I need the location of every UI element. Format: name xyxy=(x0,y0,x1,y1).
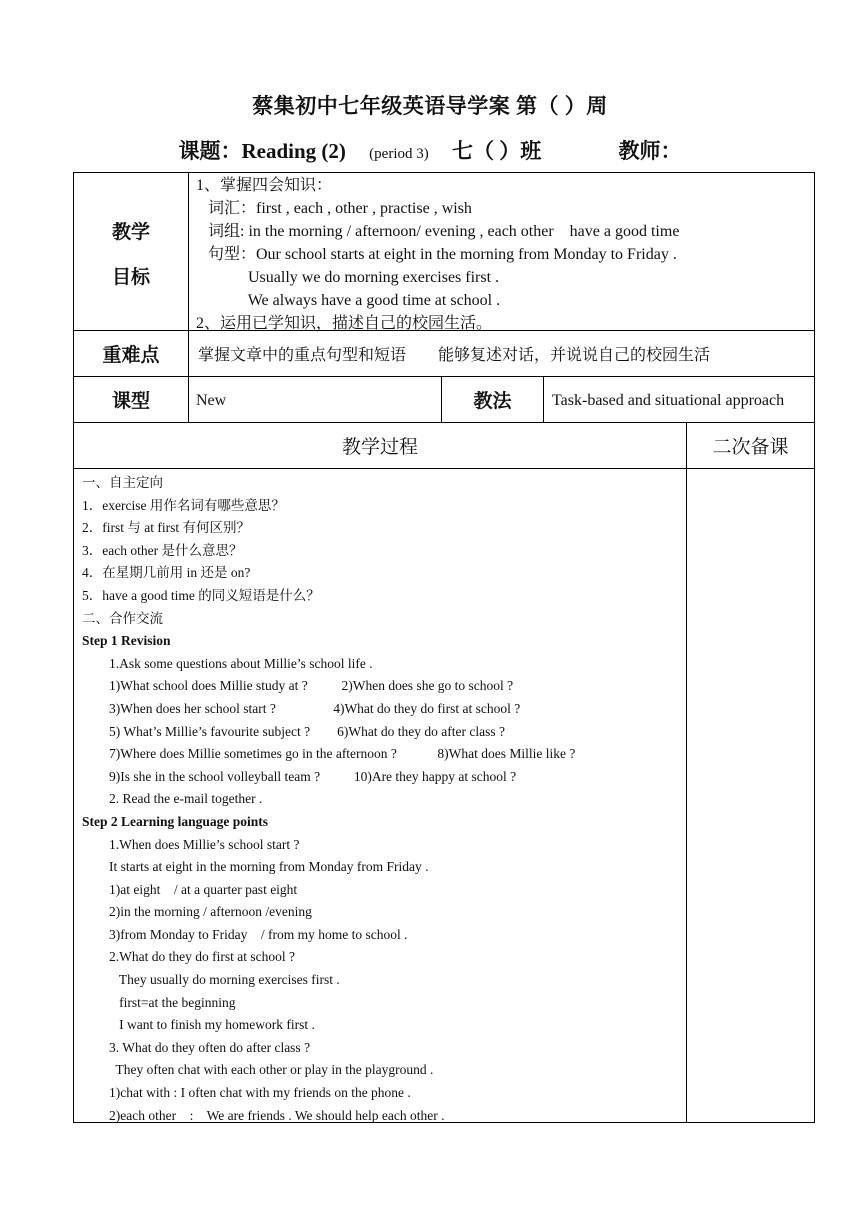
process-line: 1.Ask some questions about Millie’s school life . xyxy=(82,655,373,671)
table-rule xyxy=(543,376,544,422)
process-line: 3)from Monday to Friday / from my home to school . xyxy=(82,926,408,942)
process-line: 1)chat with : I often chat with my friends on the phone . xyxy=(82,1085,411,1101)
teaching-method-label: 教法 xyxy=(473,390,512,412)
teaching-method-value: Task-based and situational approach xyxy=(552,392,785,409)
process-line: 5．have a good time 的同义短语是什么？ xyxy=(82,587,320,603)
objective-line: Usually we do morning exercises first . xyxy=(196,269,500,286)
process-line: 1)at eight / at a quarter past eight xyxy=(82,881,298,897)
process-content xyxy=(82,472,682,1127)
objective-line: 词组: in the morning / afternoon/ evening , each other have a good time xyxy=(196,223,680,240)
process-line: 2．first 与 at first 有何区别？ xyxy=(82,520,250,536)
process-header: 教学过程 xyxy=(341,436,418,458)
process-line: 1)What school does Millie study at ? 2)When does she go to school ? xyxy=(82,678,514,694)
table-rule xyxy=(73,468,815,469)
objective-line: 1、掌握四会知识： xyxy=(196,177,333,194)
lesson-period: (period 3) xyxy=(369,146,429,162)
class-field: 七（ ）班 xyxy=(451,139,542,163)
process-line: 2)in the morning / afternoon /evening xyxy=(82,904,312,920)
process-line: 2. Read the e-mail together . xyxy=(82,791,263,807)
lesson-topic: 课题：Reading (2) xyxy=(178,139,346,163)
process-line: 1．exercise 用作名词有哪些意思？ xyxy=(82,497,285,513)
objectives-label-line: 目标 xyxy=(111,266,150,288)
table-rule xyxy=(188,172,189,422)
process-line: first=at the beginning xyxy=(82,994,236,1010)
process-line: 7)Where does Millie sometimes go in the afternoon ? 8)What does Millie like ? xyxy=(82,746,576,762)
revision-notes-header: 二次备课 xyxy=(712,436,789,458)
process-line: 5) What’s Millie’s favourite subject ? 6)What do they do after class ? xyxy=(82,723,506,739)
process-step-heading: Step 1 Revision xyxy=(82,633,171,649)
lesson-subtitle xyxy=(0,135,860,165)
key-points-label: 重难点 xyxy=(102,344,160,366)
objectives-label xyxy=(74,210,188,300)
process-step-heading: Step 2 Learning language points xyxy=(82,813,269,829)
objective-line: 2、运用已学知识，描述自己的校园生活。 xyxy=(196,315,493,332)
process-line: 3．each other 是什么意思？ xyxy=(82,542,243,558)
table-rule xyxy=(73,172,815,173)
process-line: 9)Is she in the school volleyball team ? 10)Are they happy at school ? xyxy=(82,768,517,784)
page-title: 蔡集初中七年级英语导学案 第（ ）周 xyxy=(252,94,608,118)
process-line: I want to finish my homework first . xyxy=(82,1017,315,1033)
process-line: 2)each other : We are friends . We should help each other . xyxy=(82,1107,445,1123)
process-line: They often chat with each other or play in the playground . xyxy=(82,1062,434,1078)
process-line: It starts at eight in the morning from Monday from Friday . xyxy=(82,859,429,875)
objectives-content xyxy=(196,174,806,335)
process-line: 1.When does Millie’s school start ? xyxy=(82,836,300,852)
lesson-type-value: New xyxy=(196,392,227,409)
process-line: 4．在星期几前用 in 还是 on? xyxy=(82,565,251,581)
objective-line: 词汇：first , each , other , practise , wish xyxy=(196,200,472,217)
lesson-type-label: 课型 xyxy=(111,390,150,412)
process-line: 3)When does her school start ? 4)What do they do first at school ? xyxy=(82,700,521,716)
process-line: 2.What do they do first at school ? xyxy=(82,949,295,965)
objective-line: 句型：Our school starts at eight in the morning from Monday to Friday . xyxy=(196,246,677,263)
process-line: They usually do morning exercises first . xyxy=(82,972,340,988)
objectives-label-line: 教学 xyxy=(111,221,150,243)
objective-line: We always have a good time at school . xyxy=(196,292,501,309)
process-line: 二、合作交流 xyxy=(82,610,163,626)
teacher-field: 教师： xyxy=(618,139,682,163)
table-rule xyxy=(814,172,815,1123)
table-rule xyxy=(686,422,687,1123)
table-rule xyxy=(73,172,74,1123)
key-points-text: 掌握文章中的重点句型和短语 能够复述对话，并说说自己的校园生活 xyxy=(198,347,711,364)
process-line: 3. What do they often do after class ? xyxy=(82,1039,311,1055)
process-line: 一、自主定向 xyxy=(82,475,163,490)
